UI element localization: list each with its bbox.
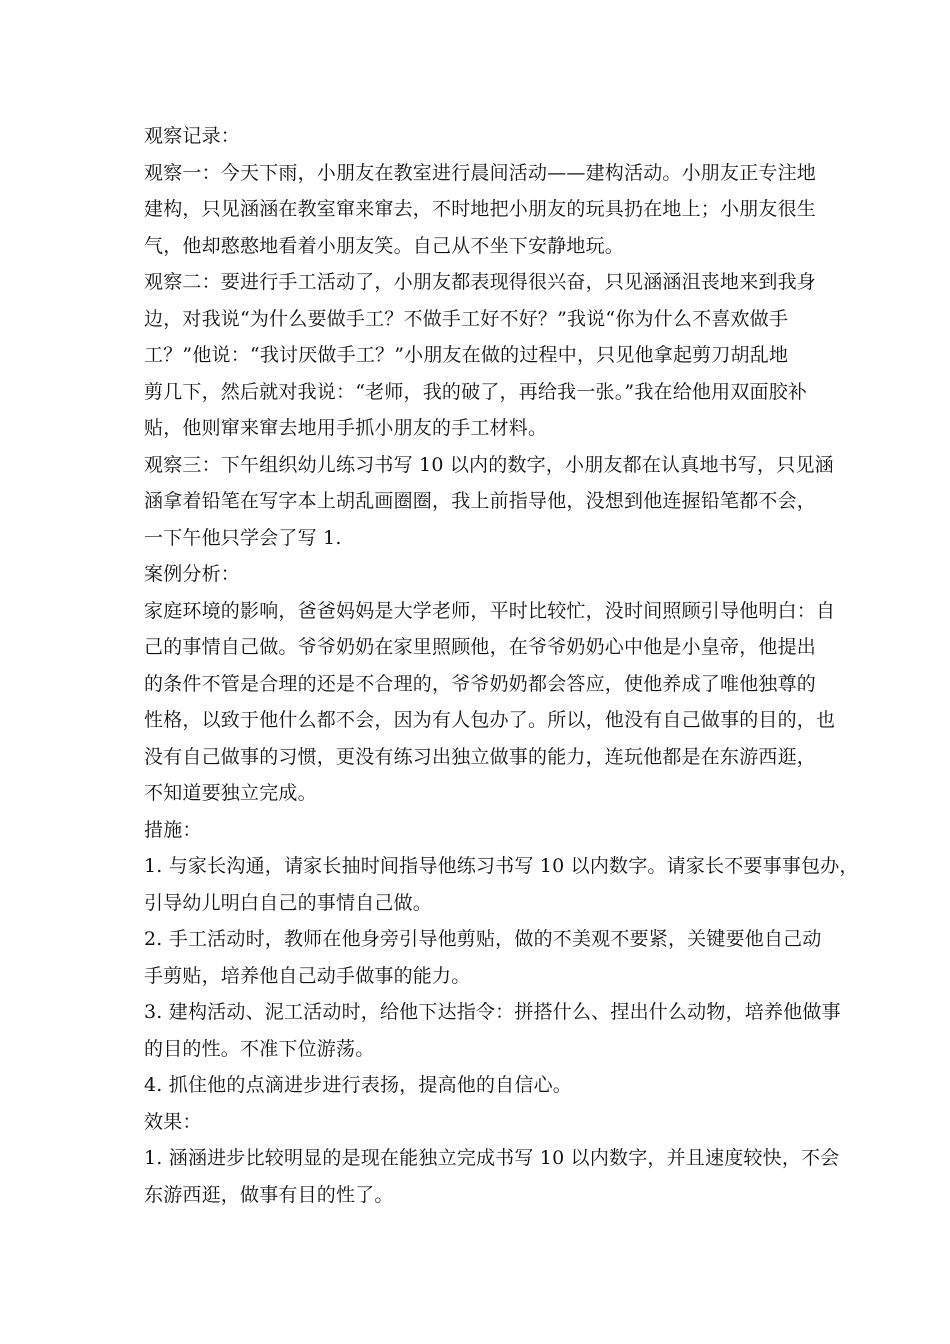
section-heading-measures: 措施： [144,818,202,841]
measure-4-line-1: 4. 抓住他的点滴进步进行表扬，提高他的自信心。 [144,1074,572,1096]
section-heading-case-analysis: 案例分析： [144,563,241,585]
measure-2-line-1: 2. 手工活动时，教师在他身旁引导他剪贴，做的不美观不要紧，关键要他自己动 [144,928,822,950]
section-heading-effects: 效果： [144,1110,202,1133]
observation-1-line-3: 气，他却憨憨地看着小朋友笑。自己从不坐下安静地玩。 [144,234,625,257]
effect-1-line-2: 东游西逛，做事有目的性了。 [144,1183,394,1206]
observation-3-line-2: 涵拿着铅笔在写字本上胡乱画圈圈，我上前指导他，没想到他连握铅笔都不会， [144,490,817,512]
observation-2-line-1: 观察二：要进行手工活动了，小朋友都表现得很兴奋，只见涵涵沮丧地来到我身 [144,271,817,293]
observation-3-line-1: 观察三：下午组织幼儿练习书写 10 以内的数字，小朋友都在认真地书写，只见涵 [144,453,834,476]
document-body [144,118,859,1213]
observation-1-line-2: 建构，只见涵涵在教室窜来窜去，不时地把小朋友的玩具扔在地上；小朋友很生 [144,198,817,220]
observation-1-line-1: 观察一：今天下雨，小朋友在教室进行晨间活动——建构活动。小朋友正专注地 [144,161,817,184]
analysis-line-3: 的条件不管是合理的还是不合理的，爷爷奶奶都会答应，使他养成了唯他独尊的 [144,672,817,695]
analysis-line-6: 不知道要独立完成。 [144,782,317,804]
analysis-line-2: 己的事情自己做。爷爷奶奶在家里照顾他，在爷爷奶奶心中他是小皇帝，他提出 [144,636,817,658]
measure-1-line-1: 1. 与家长沟通，请家长抽时间指导他练习书写 10 以内数字。请家长不要事事包办， [144,855,859,877]
analysis-line-1: 家庭环境的影响，爸爸妈妈是大学老师，平时比较忙，没时间照顾引导他明白：自 [144,599,836,622]
analysis-line-4: 性格，以致于他什么都不会，因为有人包办了。所以，他没有自己做事的目的，也 [144,709,836,731]
observation-2-line-3: 工？”他说：“我讨厌做手工？”小朋友在做的过程中，只见他拿起剪刀胡乱地 [144,344,789,366]
effect-1-line-1: 1. 涵涵进步比较明显的是现在能独立完成书写 10 以内数字，并且速度较快，不会 [144,1147,840,1169]
observation-2-line-4: 剪几下，然后就对我说：“老师，我的破了，再给我一张。”我在给他用双面胶补 [144,380,808,403]
observation-3-line-3: 一下午他只学会了写 1. [144,526,342,549]
measure-2-line-2: 手剪贴，培养他自己动手做事的能力。 [144,964,471,987]
measure-1-line-2: 引导幼儿明白自己的事情自己做。 [144,891,433,914]
measure-3-line-2: 的目的性。不准下位游荡。 [144,1037,375,1060]
section-heading-observation-record: 观察记录： [144,125,241,147]
analysis-line-5: 没有自己做事的习惯，更没有练习出独立做事的能力，连玩他都是在东游西逛， [144,745,817,768]
measure-3-line-1: 3. 建构活动、泥工活动时，给他下达指令：拼搭什么、捏出什么动物，培养他做事 [144,1001,841,1023]
observation-2-line-2: 边，对我说“为什么要做手工？不做手工好不好？”我说“你为什么不喜欢做手 [144,307,789,330]
observation-2-line-5: 贴，他则窜来窜去地用手抓小朋友的手工材料。 [144,417,548,439]
